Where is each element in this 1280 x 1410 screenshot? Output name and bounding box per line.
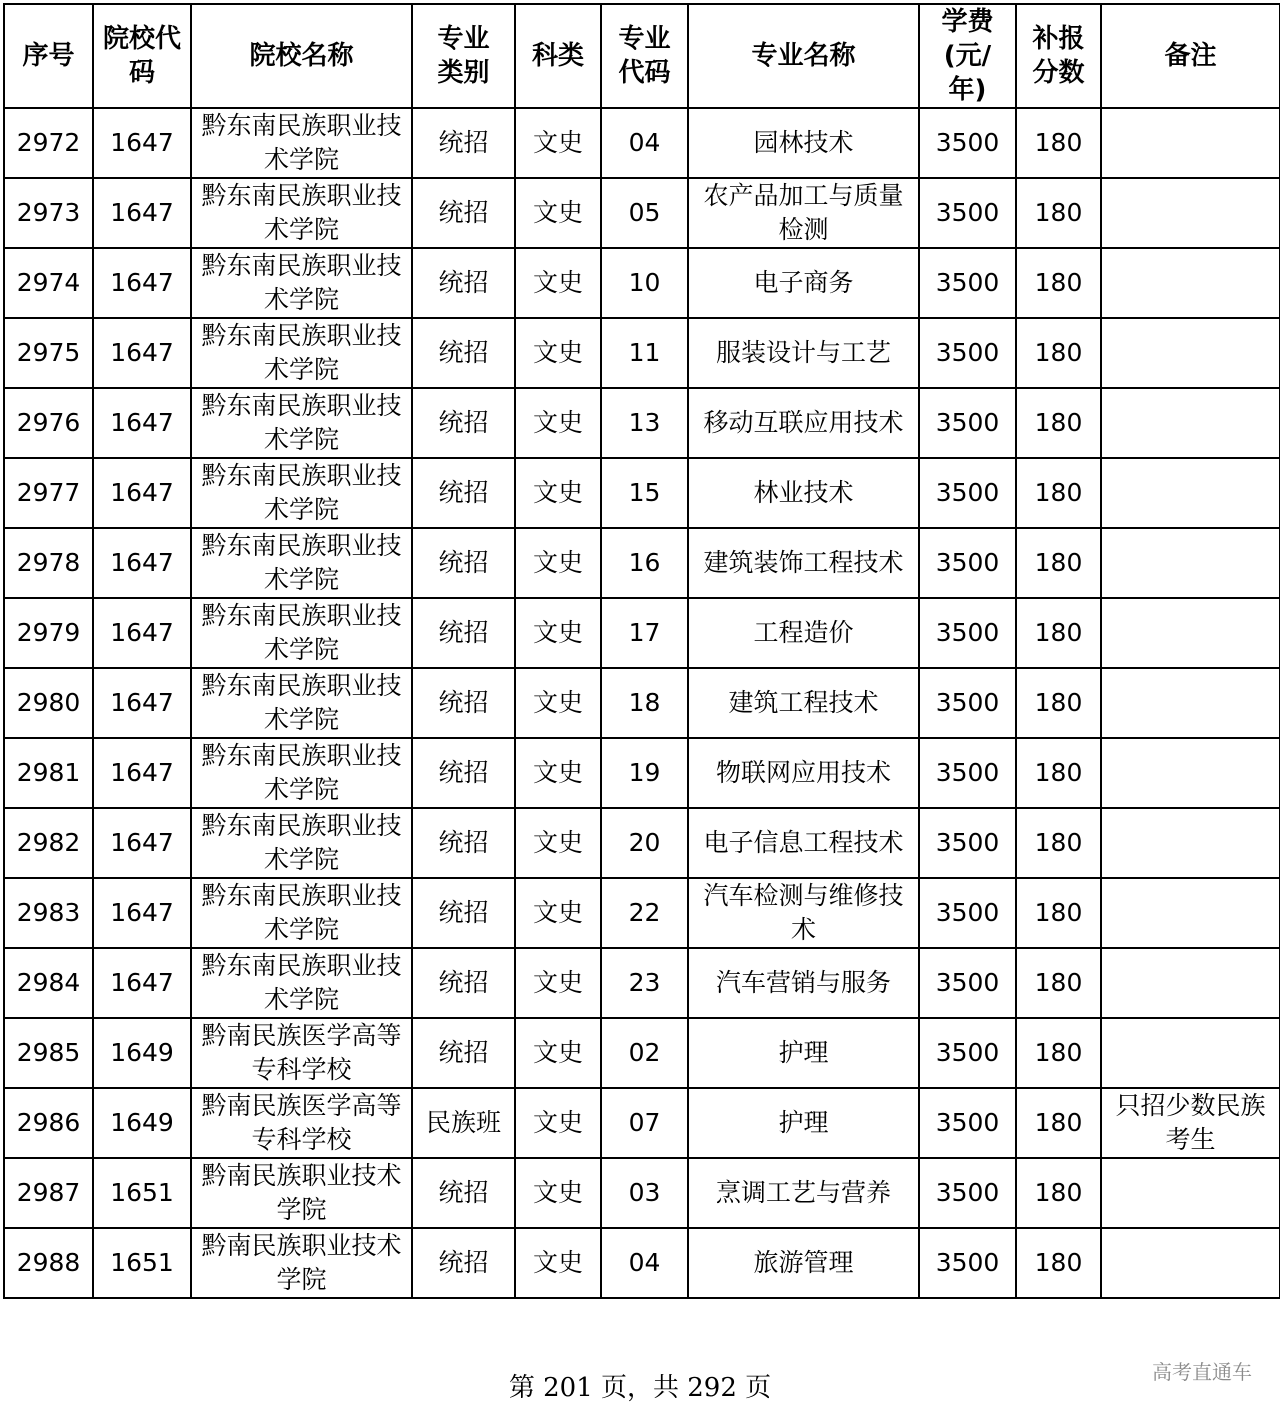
watermark: 高考直通车	[1152, 1360, 1252, 1384]
cell-major-type: 统招	[412, 108, 515, 178]
cell-major-name: 建筑工程技术	[688, 668, 919, 738]
cell-school-code: 1647	[93, 948, 191, 1018]
cell-school-code: 1647	[93, 878, 191, 948]
header-major-name: 专业名称	[688, 4, 919, 108]
cell-school-name: 黔东南民族职业技术学院	[191, 108, 412, 178]
cell-seq: 2983	[4, 878, 93, 948]
cell-seq: 2975	[4, 318, 93, 388]
cell-seq: 2987	[4, 1158, 93, 1228]
table-row	[4, 738, 1280, 808]
cell-school-name: 黔东南民族职业技术学院	[191, 598, 412, 668]
cell-category: 文史	[515, 248, 601, 318]
cell-category: 文史	[515, 878, 601, 948]
cell-major-name: 汽车营销与服务	[688, 948, 919, 1018]
cell-school-code: 1647	[93, 598, 191, 668]
header-score: 补报分数	[1016, 4, 1101, 108]
cell-category: 文史	[515, 108, 601, 178]
table-row	[4, 668, 1280, 738]
cell-school-name: 黔东南民族职业技术学院	[191, 248, 412, 318]
cell-major-code: 23	[601, 948, 688, 1018]
cell-note	[1101, 878, 1280, 948]
cell-school-code: 1647	[93, 108, 191, 178]
cell-tuition: 3500	[919, 808, 1016, 878]
cell-tuition: 3500	[919, 388, 1016, 458]
header-note: 备注	[1101, 4, 1280, 108]
cell-seq: 2974	[4, 248, 93, 318]
cell-school-name: 黔东南民族职业技术学院	[191, 738, 412, 808]
cell-major-code: 05	[601, 178, 688, 248]
cell-category: 文史	[515, 1088, 601, 1158]
cell-tuition: 3500	[919, 1158, 1016, 1228]
cell-tuition: 3500	[919, 948, 1016, 1018]
cell-score: 180	[1016, 458, 1101, 528]
table-row	[4, 598, 1280, 668]
cell-school-name: 黔东南民族职业技术学院	[191, 528, 412, 598]
cell-major-name: 电子信息工程技术	[688, 808, 919, 878]
cell-major-type: 统招	[412, 178, 515, 248]
cell-major-code: 10	[601, 248, 688, 318]
cell-major-name: 工程造价	[688, 598, 919, 668]
cell-major-type: 统招	[412, 808, 515, 878]
table-row	[4, 878, 1280, 948]
page-footer: 第 201 页，共 292 页	[508, 1373, 772, 1403]
header-tuition: 学费(元/年)	[919, 4, 1016, 108]
cell-major-code: 04	[601, 1228, 688, 1298]
cell-category: 文史	[515, 318, 601, 388]
cell-score: 180	[1016, 388, 1101, 458]
cell-major-type: 统招	[412, 878, 515, 948]
table-row	[4, 1158, 1280, 1228]
cell-category: 文史	[515, 1228, 601, 1298]
table-row	[4, 108, 1280, 178]
cell-tuition: 3500	[919, 528, 1016, 598]
cell-school-name: 黔东南民族职业技术学院	[191, 178, 412, 248]
cell-school-name: 黔南民族职业技术学院	[191, 1158, 412, 1228]
cell-school-code: 1647	[93, 738, 191, 808]
cell-major-name: 服装设计与工艺	[688, 318, 919, 388]
header-seq: 序号	[4, 4, 93, 108]
cell-score: 180	[1016, 668, 1101, 738]
table-row	[4, 1018, 1280, 1088]
cell-major-name: 农产品加工与质量检测	[688, 178, 919, 248]
cell-major-code: 04	[601, 108, 688, 178]
cell-score: 180	[1016, 1018, 1101, 1088]
cell-score: 180	[1016, 1228, 1101, 1298]
cell-score: 180	[1016, 108, 1101, 178]
cell-major-type: 统招	[412, 668, 515, 738]
table-row	[4, 388, 1280, 458]
cell-major-code: 18	[601, 668, 688, 738]
cell-tuition: 3500	[919, 598, 1016, 668]
cell-major-code: 15	[601, 458, 688, 528]
cell-major-code: 07	[601, 1088, 688, 1158]
cell-major-code: 20	[601, 808, 688, 878]
cell-major-name: 园林技术	[688, 108, 919, 178]
table-row	[4, 458, 1280, 528]
cell-major-name: 建筑装饰工程技术	[688, 528, 919, 598]
cell-major-name: 汽车检测与维修技术	[688, 878, 919, 948]
cell-school-name: 黔南民族医学高等专科学校	[191, 1018, 412, 1088]
table-body	[4, 108, 1280, 1298]
cell-school-name: 黔东南民族职业技术学院	[191, 878, 412, 948]
cell-tuition: 3500	[919, 318, 1016, 388]
cell-major-code: 11	[601, 318, 688, 388]
cell-category: 文史	[515, 458, 601, 528]
cell-note: 只招少数民族考生	[1101, 1088, 1280, 1158]
cell-major-type: 统招	[412, 1228, 515, 1298]
cell-major-code: 22	[601, 878, 688, 948]
cell-category: 文史	[515, 178, 601, 248]
cell-category: 文史	[515, 668, 601, 738]
cell-score: 180	[1016, 808, 1101, 878]
header-major-type: 专业类别	[412, 4, 515, 108]
cell-school-name: 黔东南民族职业技术学院	[191, 388, 412, 458]
cell-major-type: 统招	[412, 948, 515, 1018]
cell-seq: 2982	[4, 808, 93, 878]
cell-school-name: 黔东南民族职业技术学院	[191, 458, 412, 528]
cell-tuition: 3500	[919, 668, 1016, 738]
cell-score: 180	[1016, 318, 1101, 388]
cell-note	[1101, 1228, 1280, 1298]
header-school-name: 院校名称	[191, 4, 412, 108]
cell-major-name: 移动互联应用技术	[688, 388, 919, 458]
cell-major-name: 烹调工艺与营养	[688, 1158, 919, 1228]
cell-note	[1101, 948, 1280, 1018]
cell-major-name: 护理	[688, 1018, 919, 1088]
table-row	[4, 248, 1280, 318]
cell-seq: 2977	[4, 458, 93, 528]
table-row	[4, 1088, 1280, 1158]
cell-school-name: 黔南民族医学高等专科学校	[191, 1088, 412, 1158]
cell-major-type: 统招	[412, 598, 515, 668]
cell-major-type: 统招	[412, 738, 515, 808]
cell-seq: 2984	[4, 948, 93, 1018]
cell-note	[1101, 318, 1280, 388]
cell-score: 180	[1016, 248, 1101, 318]
cell-major-type: 统招	[412, 458, 515, 528]
cell-school-name: 黔东南民族职业技术学院	[191, 948, 412, 1018]
header-school-code: 院校代码	[93, 4, 191, 108]
table-row	[4, 948, 1280, 1018]
cell-note	[1101, 1158, 1280, 1228]
table-row	[4, 528, 1280, 598]
cell-tuition: 3500	[919, 1018, 1016, 1088]
cell-school-code: 1647	[93, 458, 191, 528]
cell-note	[1101, 178, 1280, 248]
cell-note	[1101, 1018, 1280, 1088]
cell-seq: 2986	[4, 1088, 93, 1158]
cell-school-code: 1647	[93, 808, 191, 878]
cell-major-type: 统招	[412, 1158, 515, 1228]
cell-tuition: 3500	[919, 1088, 1016, 1158]
cell-score: 180	[1016, 528, 1101, 598]
cell-note	[1101, 738, 1280, 808]
cell-major-code: 13	[601, 388, 688, 458]
cell-school-name: 黔东南民族职业技术学院	[191, 808, 412, 878]
table-row	[4, 318, 1280, 388]
cell-school-name: 黔东南民族职业技术学院	[191, 668, 412, 738]
cell-note	[1101, 108, 1280, 178]
cell-tuition: 3500	[919, 878, 1016, 948]
cell-score: 180	[1016, 1088, 1101, 1158]
admission-table	[3, 3, 1280, 1299]
cell-category: 文史	[515, 598, 601, 668]
cell-note	[1101, 248, 1280, 318]
cell-category: 文史	[515, 1018, 601, 1088]
table-row	[4, 178, 1280, 248]
cell-major-code: 02	[601, 1018, 688, 1088]
cell-tuition: 3500	[919, 248, 1016, 318]
cell-school-name: 黔南民族职业技术学院	[191, 1228, 412, 1298]
cell-major-type: 统招	[412, 388, 515, 458]
cell-major-code: 16	[601, 528, 688, 598]
cell-school-code: 1647	[93, 248, 191, 318]
cell-tuition: 3500	[919, 458, 1016, 528]
cell-note	[1101, 808, 1280, 878]
cell-school-code: 1647	[93, 388, 191, 458]
cell-score: 180	[1016, 178, 1101, 248]
cell-seq: 2981	[4, 738, 93, 808]
cell-tuition: 3500	[919, 1228, 1016, 1298]
cell-school-code: 1649	[93, 1088, 191, 1158]
table-header	[4, 4, 1280, 108]
cell-category: 文史	[515, 948, 601, 1018]
cell-major-type: 统招	[412, 318, 515, 388]
cell-note	[1101, 388, 1280, 458]
cell-school-code: 1651	[93, 1158, 191, 1228]
cell-note	[1101, 598, 1280, 668]
cell-school-code: 1647	[93, 668, 191, 738]
cell-major-type: 民族班	[412, 1088, 515, 1158]
cell-school-name: 黔东南民族职业技术学院	[191, 318, 412, 388]
cell-tuition: 3500	[919, 108, 1016, 178]
cell-tuition: 3500	[919, 738, 1016, 808]
cell-note	[1101, 528, 1280, 598]
cell-category: 文史	[515, 528, 601, 598]
table-row	[4, 1228, 1280, 1298]
header-major-code: 专业代码	[601, 4, 688, 108]
cell-score: 180	[1016, 738, 1101, 808]
table-row	[4, 808, 1280, 878]
cell-seq: 2979	[4, 598, 93, 668]
cell-school-code: 1647	[93, 318, 191, 388]
cell-major-name: 护理	[688, 1088, 919, 1158]
cell-major-code: 03	[601, 1158, 688, 1228]
cell-score: 180	[1016, 1158, 1101, 1228]
cell-score: 180	[1016, 948, 1101, 1018]
cell-major-code: 17	[601, 598, 688, 668]
cell-category: 文史	[515, 808, 601, 878]
cell-school-code: 1651	[93, 1228, 191, 1298]
cell-major-name: 物联网应用技术	[688, 738, 919, 808]
cell-school-code: 1649	[93, 1018, 191, 1088]
cell-seq: 2973	[4, 178, 93, 248]
cell-category: 文史	[515, 1158, 601, 1228]
cell-major-type: 统招	[412, 248, 515, 318]
cell-major-code: 19	[601, 738, 688, 808]
cell-score: 180	[1016, 598, 1101, 668]
cell-major-name: 旅游管理	[688, 1228, 919, 1298]
cell-school-code: 1647	[93, 178, 191, 248]
cell-score: 180	[1016, 878, 1101, 948]
cell-seq: 2980	[4, 668, 93, 738]
header-row	[4, 4, 1280, 108]
cell-tuition: 3500	[919, 178, 1016, 248]
cell-major-name: 林业技术	[688, 458, 919, 528]
cell-note	[1101, 458, 1280, 528]
cell-category: 文史	[515, 388, 601, 458]
cell-major-type: 统招	[412, 1018, 515, 1088]
cell-seq: 2988	[4, 1228, 93, 1298]
cell-major-type: 统招	[412, 528, 515, 598]
cell-seq: 2972	[4, 108, 93, 178]
cell-major-name: 电子商务	[688, 248, 919, 318]
header-category: 科类	[515, 4, 601, 108]
cell-seq: 2976	[4, 388, 93, 458]
cell-note	[1101, 668, 1280, 738]
cell-category: 文史	[515, 738, 601, 808]
cell-school-code: 1647	[93, 528, 191, 598]
cell-seq: 2978	[4, 528, 93, 598]
cell-seq: 2985	[4, 1018, 93, 1088]
